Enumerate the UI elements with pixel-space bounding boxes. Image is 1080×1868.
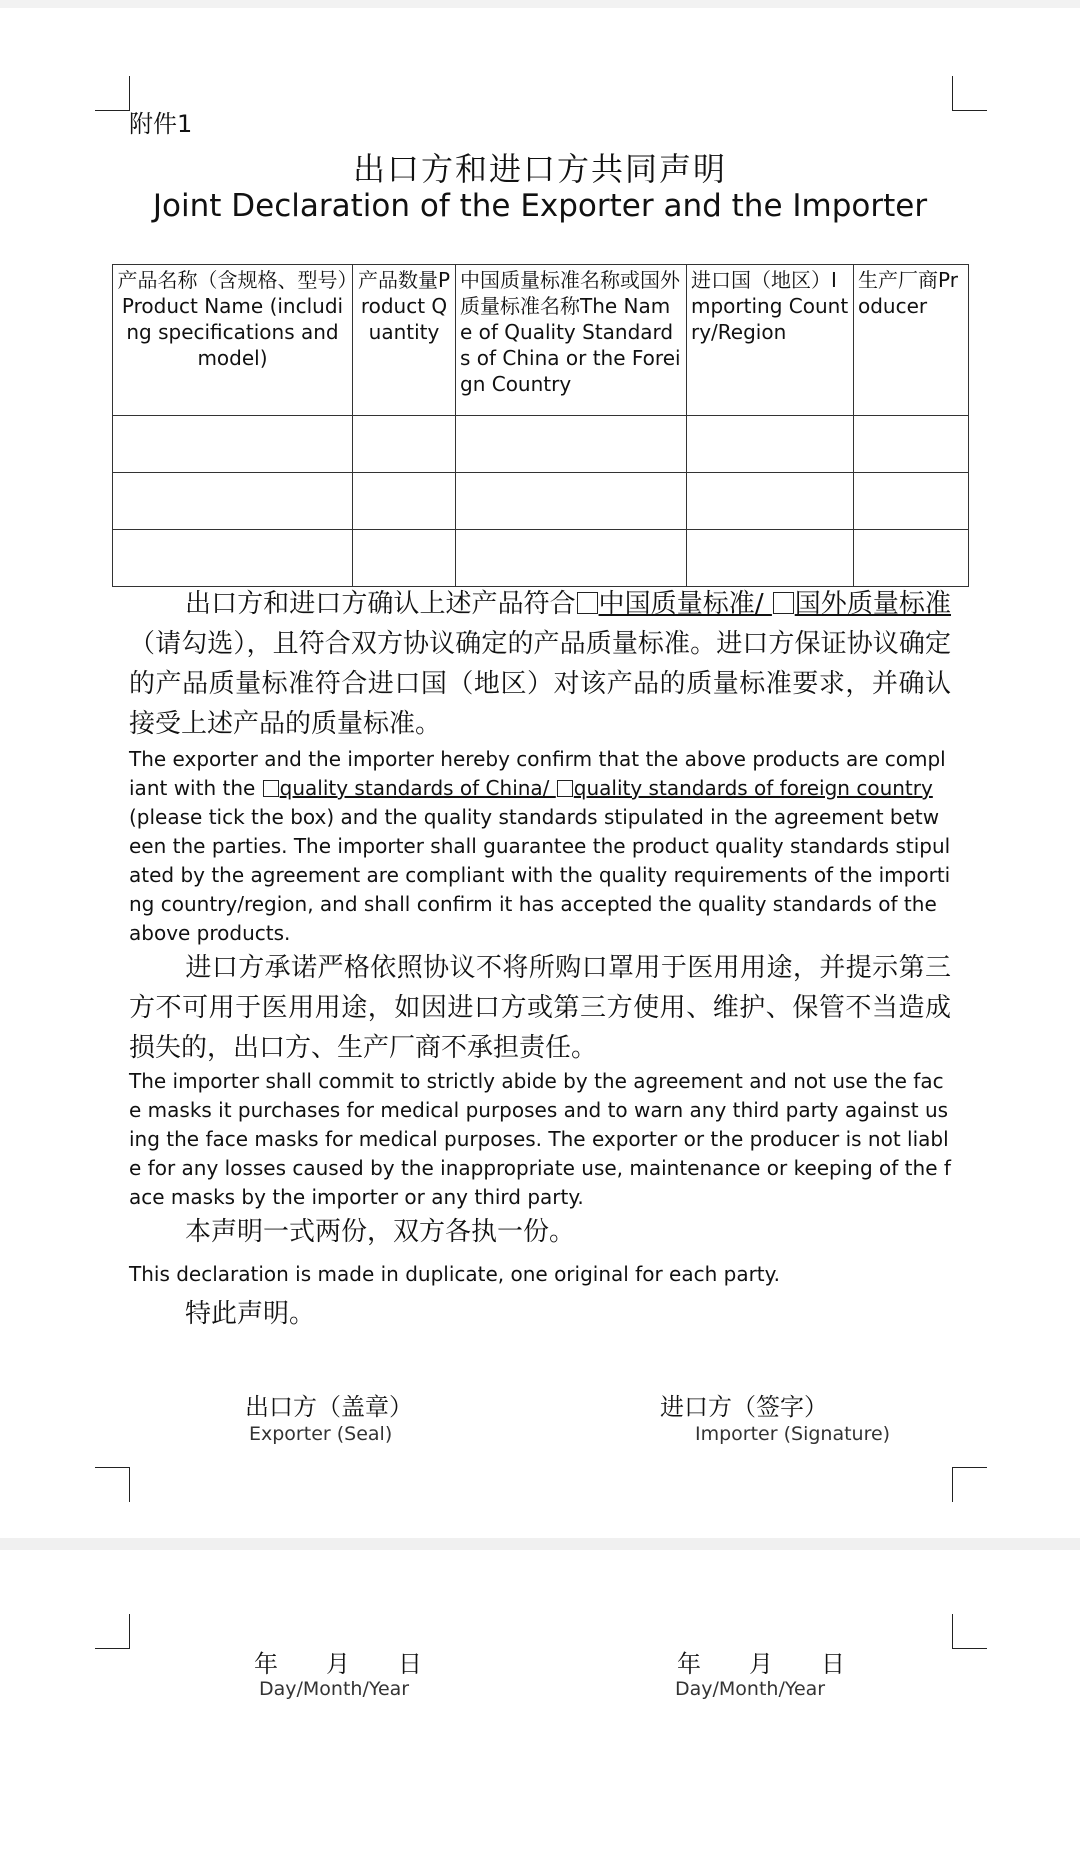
attachment-label: 附件1: [129, 110, 193, 138]
exporter-date-label: 年 月 日: [254, 1650, 422, 1678]
table-header-row: [113, 265, 969, 416]
table-cell[interactable]: [353, 530, 456, 587]
header-product-name: 产品名称（含规格、型号）Product Name (including specifications and model): [113, 265, 353, 416]
checkbox-foreign-standards[interactable]: [773, 592, 794, 614]
duplicate-paragraph-chinese: 本声明一式两份，双方各执一份。: [185, 1217, 576, 1247]
header-quality-standards: 中国质量标准名称或国外质量标准名称The Name of Quality Standards of China or the Foreign Country: [456, 265, 687, 416]
crop-mark-bottom-right: [952, 1467, 987, 1502]
importer-date-label-english: Day/Month/Year: [675, 1678, 826, 1700]
table-cell[interactable]: [113, 416, 353, 473]
checkbox-china-standards[interactable]: [263, 780, 279, 797]
header-producer: 生产厂商Producer: [854, 265, 969, 416]
crop-mark-top-left: [95, 76, 130, 111]
exporter-seal-label-english: Exporter (Seal): [249, 1423, 393, 1445]
confirmation-paragraph-english: The exporter and the importer hereby confirm that the above products are compliant with the quality standards of China/ quality standards of foreign country (please tick the box) and the quality standards stipulated in the agreement between the parties. The importer shall guarantee the product quality standards stipulated by the agreement are compliant with the quality requirements of the importing country/region, and shall confirm it has accepted the quality standards of the above products.: [129, 747, 951, 945]
table-cell[interactable]: [687, 416, 854, 473]
exporter-seal-label: 出口方（盖章）: [245, 1393, 413, 1421]
importer-signature-label-english: Importer (Signature): [695, 1423, 891, 1445]
table-row: [113, 530, 969, 587]
table-row: [113, 416, 969, 473]
duplicate-paragraph-english: This declaration is made in duplicate, one original for each party.: [129, 1262, 780, 1286]
table-cell[interactable]: [687, 473, 854, 530]
exporter-date-label-english: Day/Month/Year: [259, 1678, 410, 1700]
table-cell[interactable]: [854, 530, 969, 587]
table-cell[interactable]: [456, 416, 687, 473]
table-cell[interactable]: [854, 473, 969, 530]
product-table: [112, 264, 969, 587]
document-page-2: [0, 1550, 1080, 1868]
table-cell[interactable]: [687, 530, 854, 587]
title-chinese: 出口方和进口方共同声明: [352, 150, 727, 188]
table-cell[interactable]: [353, 416, 456, 473]
table-row: [113, 473, 969, 530]
commitment-paragraph-chinese: 进口方承诺严格依照协议不将所购口罩用于医用用途，并提示第三方不可用于医用用途，如因进口方或第三方使用、维护、保管不当造成损失的，出口方、生产厂商不承担责任。: [129, 953, 951, 1063]
commitment-paragraph-english: The importer shall commit to strictly abide by the agreement and not use the face masks it purchases for medical purposes and to warn any third party against using the face masks for medical purposes. The exporter or the producer is not liable for any losses caused by the inappropriate use, maintenance or keeping of the face masks by the importer or any third party.: [129, 1069, 951, 1209]
importer-date-label: 年 月 日: [677, 1650, 845, 1678]
table-cell[interactable]: [113, 530, 353, 587]
confirmation-paragraph-chinese: 出口方和进口方确认上述产品符合 中国质量标准/ 国外质量标准（请勾选），且符合双方协议确定的产品质量标准。进口方保证协议确定的产品质量标准符合进口国（地区）对该产品的质量标准要求，并确认接受上述产品的质量标准。: [129, 589, 951, 739]
crop-mark-top-right: [952, 1614, 987, 1649]
crop-mark-bottom-left: [95, 1467, 130, 1502]
crop-mark-top-left: [95, 1614, 130, 1649]
top-divider: [0, 0, 1080, 8]
table-cell[interactable]: [854, 416, 969, 473]
crop-mark-top-right: [952, 76, 987, 111]
header-importing-country: 进口国（地区）Importing Country/Region: [687, 265, 854, 416]
table-cell[interactable]: [353, 473, 456, 530]
page-gap: [0, 1538, 1080, 1550]
closing-statement: 特此声明。: [185, 1299, 316, 1329]
checkbox-foreign-standards[interactable]: [557, 780, 573, 797]
title-english: Joint Declaration of the Exporter and the Importer: [152, 188, 928, 224]
table-cell[interactable]: [456, 473, 687, 530]
checkbox-china-standards[interactable]: [577, 592, 598, 614]
table-cell[interactable]: [113, 473, 353, 530]
table-cell[interactable]: [456, 530, 687, 587]
importer-signature-label: 进口方（签字）: [660, 1393, 828, 1421]
header-product-quantity: 产品数量Product Quantity: [353, 265, 456, 416]
